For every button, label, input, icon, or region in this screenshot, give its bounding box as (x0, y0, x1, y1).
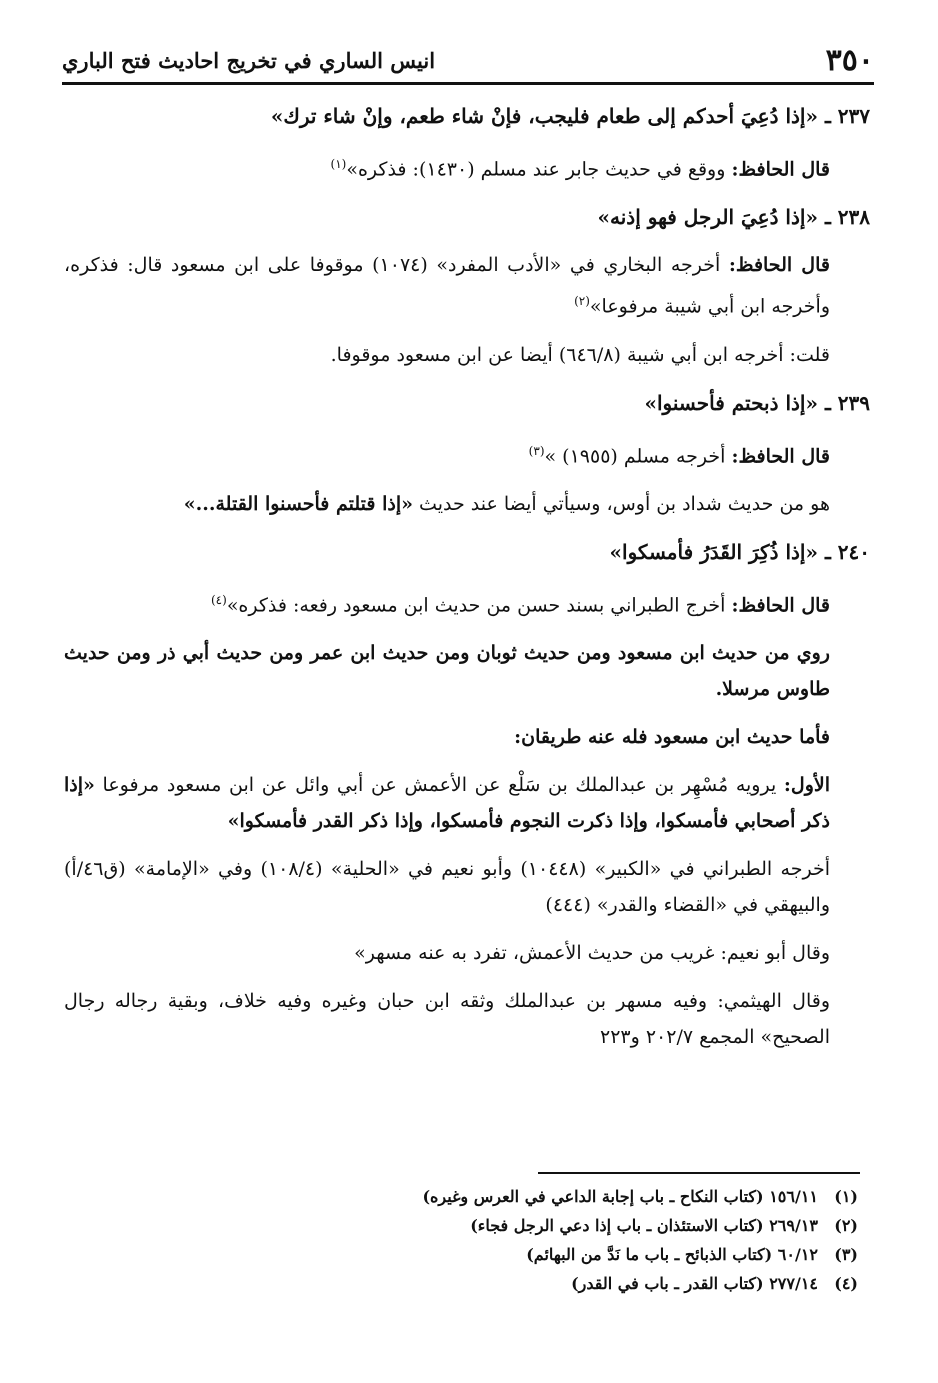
footnote-item (100, 1213, 858, 1239)
footnote-item (100, 1184, 858, 1210)
page-body (64, 98, 870, 1067)
commentary-label: قال الحافظ: (728, 254, 830, 277)
commentary-label: قال الحافظ: (731, 158, 830, 181)
hadith-text: «إذا دُعِيَ الرجل فهو إذنه» (597, 205, 818, 230)
commentary-text: ووقع في حديث جابر عند مسلم (١٤٣٠): فذكره» (346, 158, 726, 181)
footnote-mark: (٣) (834, 1245, 858, 1264)
route-label: الأول: (783, 774, 831, 797)
commentary-240 (64, 582, 870, 623)
paragraph-abu-nuaym: وقال أبو نعيم: غريب من حديث الأعمش، تفرد به عنه مسهر» (354, 942, 830, 965)
running-title: انيس الساري في تخريج احاديث فتح الباري (62, 47, 436, 73)
hadith-240 (64, 534, 870, 570)
note-hadith: «إذا قتلتم فأحسنوا القتلة...» (183, 492, 413, 515)
paragraph-first-route (64, 767, 870, 839)
commentary-label: قال الحافظ: (731, 444, 830, 467)
footnote-text: ٢٦٩/١٣ (كتاب الاستئذان ـ باب إذا دعي الرجل فجاء) (470, 1216, 818, 1235)
paragraph-takhrij: أخرجه الطبراني في «الكبير» (١٠٤٤٨) وأبو نعيم في «الحلية» (١٠٨/٤) وفي «الإمامة» (ق٤٦/أ) والبيهقي في «القضاء والقدر» (٤٤٤) (64, 858, 830, 917)
hadith-text: «إذا دُعِيَ أحدكم إلى طعام فليجب، فإنْ شاء طعم، وإنْ شاء ترك» (270, 104, 818, 128)
hadith-238 (64, 199, 870, 235)
hadith-text: «إذا ذُكِرَ القَدَرُ فأمسكوا» (609, 539, 818, 564)
footnote-text: ١٥٦/١١ (كتاب النكاح ـ باب إجابة الداعي في العرس وغيره) (422, 1187, 818, 1206)
commentary-239 (64, 433, 870, 474)
footnote-divider (538, 1172, 860, 1174)
hadith-237 (64, 98, 870, 134)
paragraph-two-routes: فأما حديث ابن مسعود فله عنه طريقان: (514, 726, 830, 749)
note-239 (64, 486, 870, 522)
footnote-text: ٢٧٧/١٤ (كتاب القدر ـ باب في القدر) (571, 1274, 818, 1293)
route-text: يرويه مُسْهِر بن عبدالملك بن سَلْع عن الأعمش عن أبي وائل عن ابن مسعود مرفوعا (102, 774, 777, 797)
page-number: ٣٥٠ (825, 42, 874, 78)
footnotes (100, 1184, 858, 1300)
hadith-text: «إذا ذبحتم فأحسنوا» (644, 390, 818, 415)
commentary-text: أخرجه البخاري في «الأدب المفرد» (١٠٧٤) موقوفا على ابن مسعود قال: فذكره، وأخرجه ابن أبي شيبة مرفوعا» (64, 254, 830, 318)
footnote-ref[interactable]: (٣) (528, 443, 545, 458)
footnote-ref[interactable]: (٤) (210, 592, 227, 607)
paragraph-narrations: روي من حديث ابن مسعود ومن حديث ثوبان ومن حديث ابن عمر ومن حديث أبي ذر ومن حديث طاوس مرسلا. (64, 642, 830, 701)
page-header (62, 38, 874, 85)
entry-number: ٢٣٩ ـ (824, 390, 870, 415)
footnote-mark: (٤) (834, 1274, 858, 1293)
commentary-text: أخرجه مسلم (١٩٥٥) » (544, 444, 726, 467)
entry-number: ٢٤٠ ـ (824, 539, 870, 564)
paragraph-haythami: وقال الهيثمي: وفيه مسهر بن عبدالملك وثقه ابن حبان وغيره وفيه خلاف، وبقية رجاله رجال الصحيح» المجمع ٢٠٢/٧ و٢٢٣ (64, 990, 830, 1049)
note-text: هو من حديث شداد بن أوس، وسيأتي أيضا عند حديث (419, 492, 830, 515)
footnote-text: ٦٠/١٢ (كتاب الذبائح ـ باب ما نَدَّ من البهائم) (526, 1245, 818, 1264)
footnote-mark: (١) (834, 1187, 858, 1206)
note-238: قلت: أخرجه ابن أبي شيبة (٦٤٦/٨) أيضا عن ابن مسعود موقوفا. (330, 343, 830, 366)
hadith-239 (64, 385, 870, 421)
entry-number: ٢٣٨ ـ (824, 205, 870, 230)
commentary-238 (64, 247, 870, 324)
route-hadith: «إذا ذكر أصحابي فأمسكوا، وإذا ذكرت النجوم فأمسكوا، وإذا ذكر القدر فأمسكوا» (64, 774, 830, 833)
footnote-item (100, 1271, 858, 1297)
footnote-ref[interactable]: (١) (330, 157, 347, 171)
commentary-label: قال الحافظ: (731, 594, 830, 617)
commentary-text: أخرج الطبراني بسند حسن من حديث ابن مسعود رفعه: فذكره» (226, 594, 726, 617)
commentary-237 (64, 146, 870, 187)
footnote-item (100, 1242, 858, 1268)
footnote-ref[interactable]: (٢) (574, 294, 590, 309)
entry-number: ٢٣٧ ـ (824, 104, 870, 128)
footnote-mark: (٢) (834, 1216, 858, 1235)
